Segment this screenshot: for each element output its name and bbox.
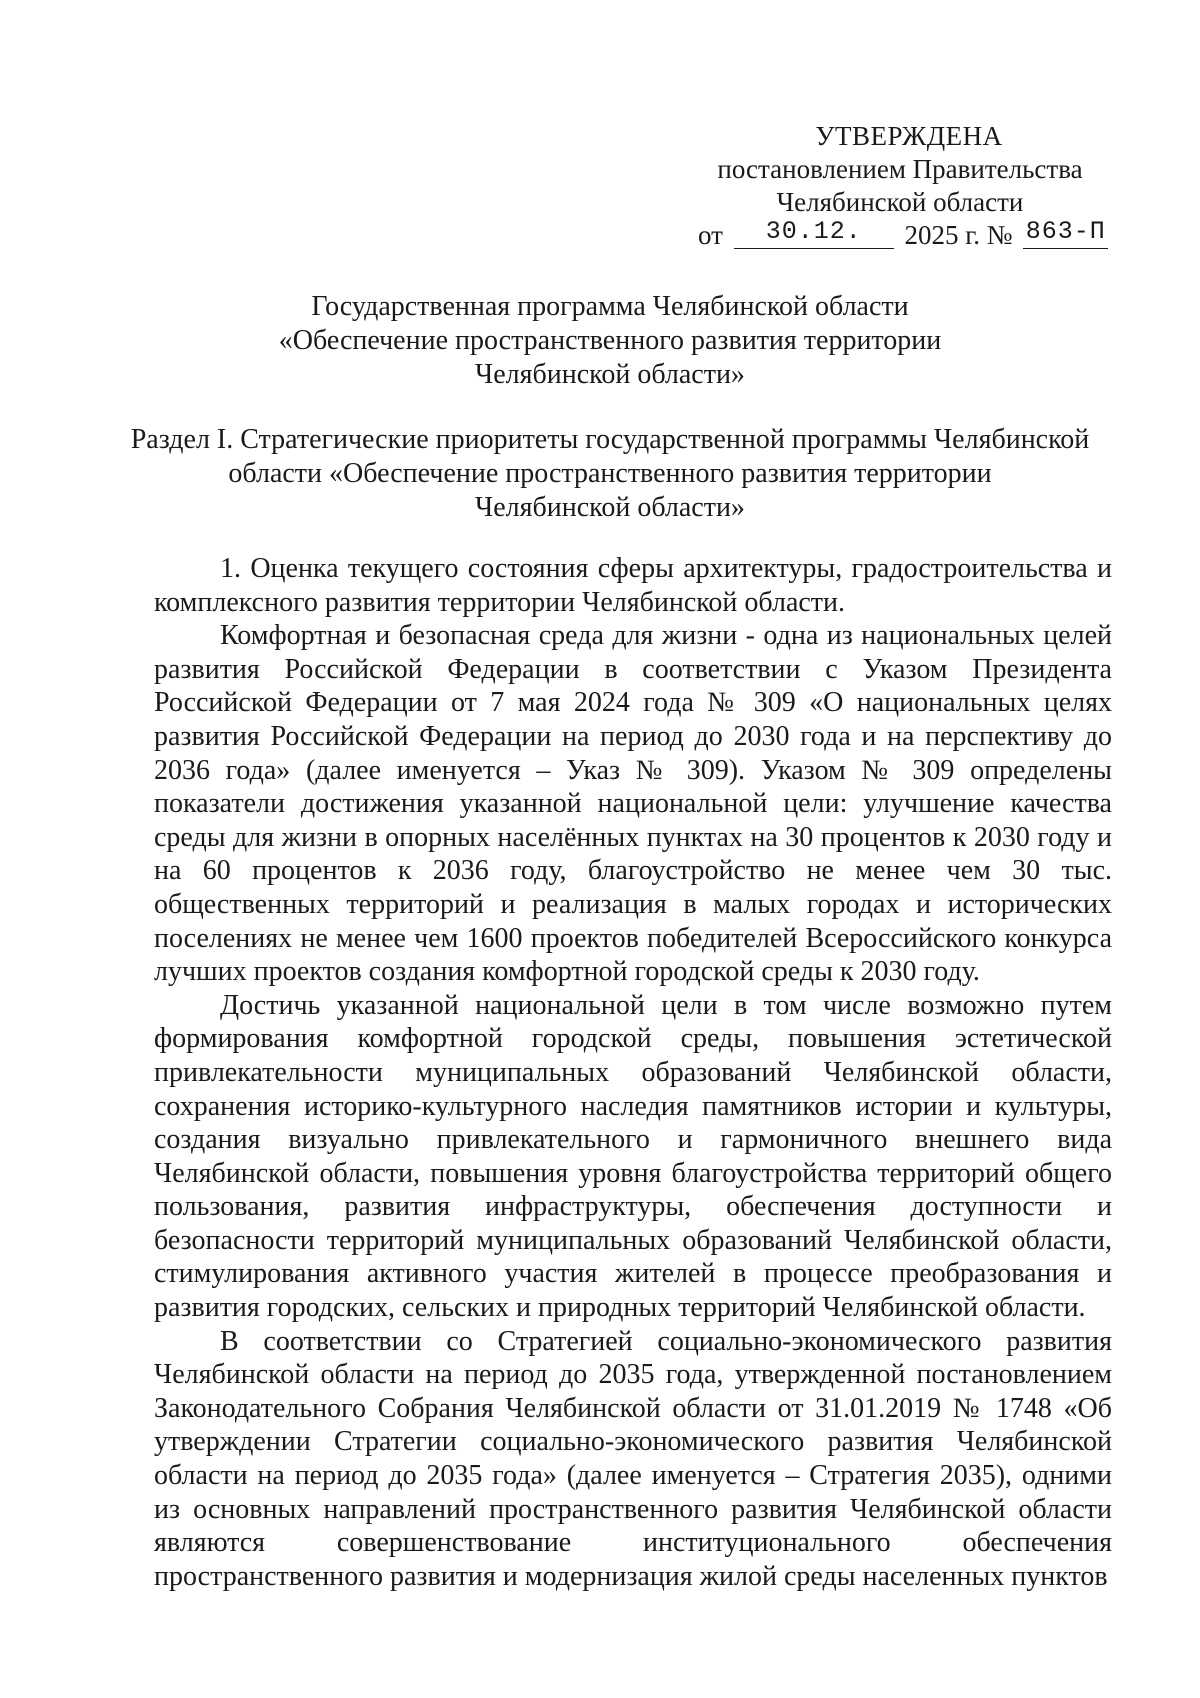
document-body [154, 552, 1112, 1593]
approval-line-2: Челябинской области [776, 187, 1024, 217]
section-title [110, 423, 1110, 525]
program-title-line-3: Челябинской области» [475, 359, 745, 390]
program-title-line-2: «Обеспечение пространственного развития территории [278, 325, 942, 356]
approval-heading: УТВЕРЖДЕНА [815, 121, 1003, 151]
section-title-line-1: Раздел I. Стратегические приоритеты государственной программы Челябинской [130, 424, 1090, 455]
date-value: 30.12. [765, 217, 862, 246]
approval-stamp [690, 120, 1110, 252]
section-title-line-2: области «Обеспечение пространственного развития территории [228, 458, 992, 489]
approval-date-line [698, 219, 1110, 252]
number-blank [1023, 219, 1108, 249]
program-title [110, 290, 1110, 392]
paragraph: Достичь указанной национальной цели в том числе возможно путем формирования комфортной городской среды, повышения эстетической привлекательности муниципальных образований Челябинской области, сохранения историко-культурного наследия памятников истории и культуры, создания визуально привлекательного и гармоничного внешнего вида Челябинской области, повышения уровня благоустройства территорий общего пользования, развития инфраструктуры, обеспечения доступности и безопасности территорий муниципальных образований Челябинской области, стимулирования активного участия жителей в процессе преобразования и развития городских, сельских и природных территорий Челябинской области. [154, 989, 1112, 1324]
number-value: 863-П [1025, 217, 1106, 246]
approval-line-1: постановлением Правительства [717, 154, 1083, 184]
year-text: 2025 г. № [904, 220, 1013, 250]
paragraph: В соответствии со Стратегией социально-экономического развития Челябинской области на период до 2035 года, утвержденной постановлением Законодательного Собрания Челябинской области от 31.01.2019 № 1748 «Об утверждении Стратегии социально-экономического развития Челябинской области на период до 2035 года» (далее именуется – Стратегия 2035), одними из основных направлений пространственного развития Челябинской области являются совершенствование институционального обеспечения пространственного развития и модернизация жилой среды населенных пунктов [154, 1325, 1112, 1592]
paragraph: 1. Оценка текущего состояния сферы архитектуры, градостроительства и комплексного развития территории Челябинской области. [154, 553, 1112, 618]
paragraph: Комфортная и безопасная среда для жизни - одна из национальных целей развития Российской Федерации в соответствии с Указом Президента Российской Федерации от 7 мая 2024 года № 309 «О национальных целях развития Российской Федерации на период до 2030 года и на перспективу до 2036 года» (далее именуется – Указ № 309). Указом № 309 определены показатели достижения указанной национальной цели: улучшение качества среды для жизни в опорных населённых пунктах на 30 процентов к 2030 году и на 60 процентов к 2036 году, благоустройство не менее чем 30 тыс. общественных территорий и реализация в малых городах и исторических поселениях не менее чем 1600 проектов победителей Всероссийского конкурса лучших проектов создания комфортной городской среды к 2030 году. [154, 620, 1112, 988]
section-title-line-3: Челябинской области» [475, 492, 745, 523]
date-blank [734, 219, 894, 249]
program-title-line-1: Государственная программа Челябинской области [311, 291, 909, 322]
date-prefix: от [698, 220, 723, 250]
